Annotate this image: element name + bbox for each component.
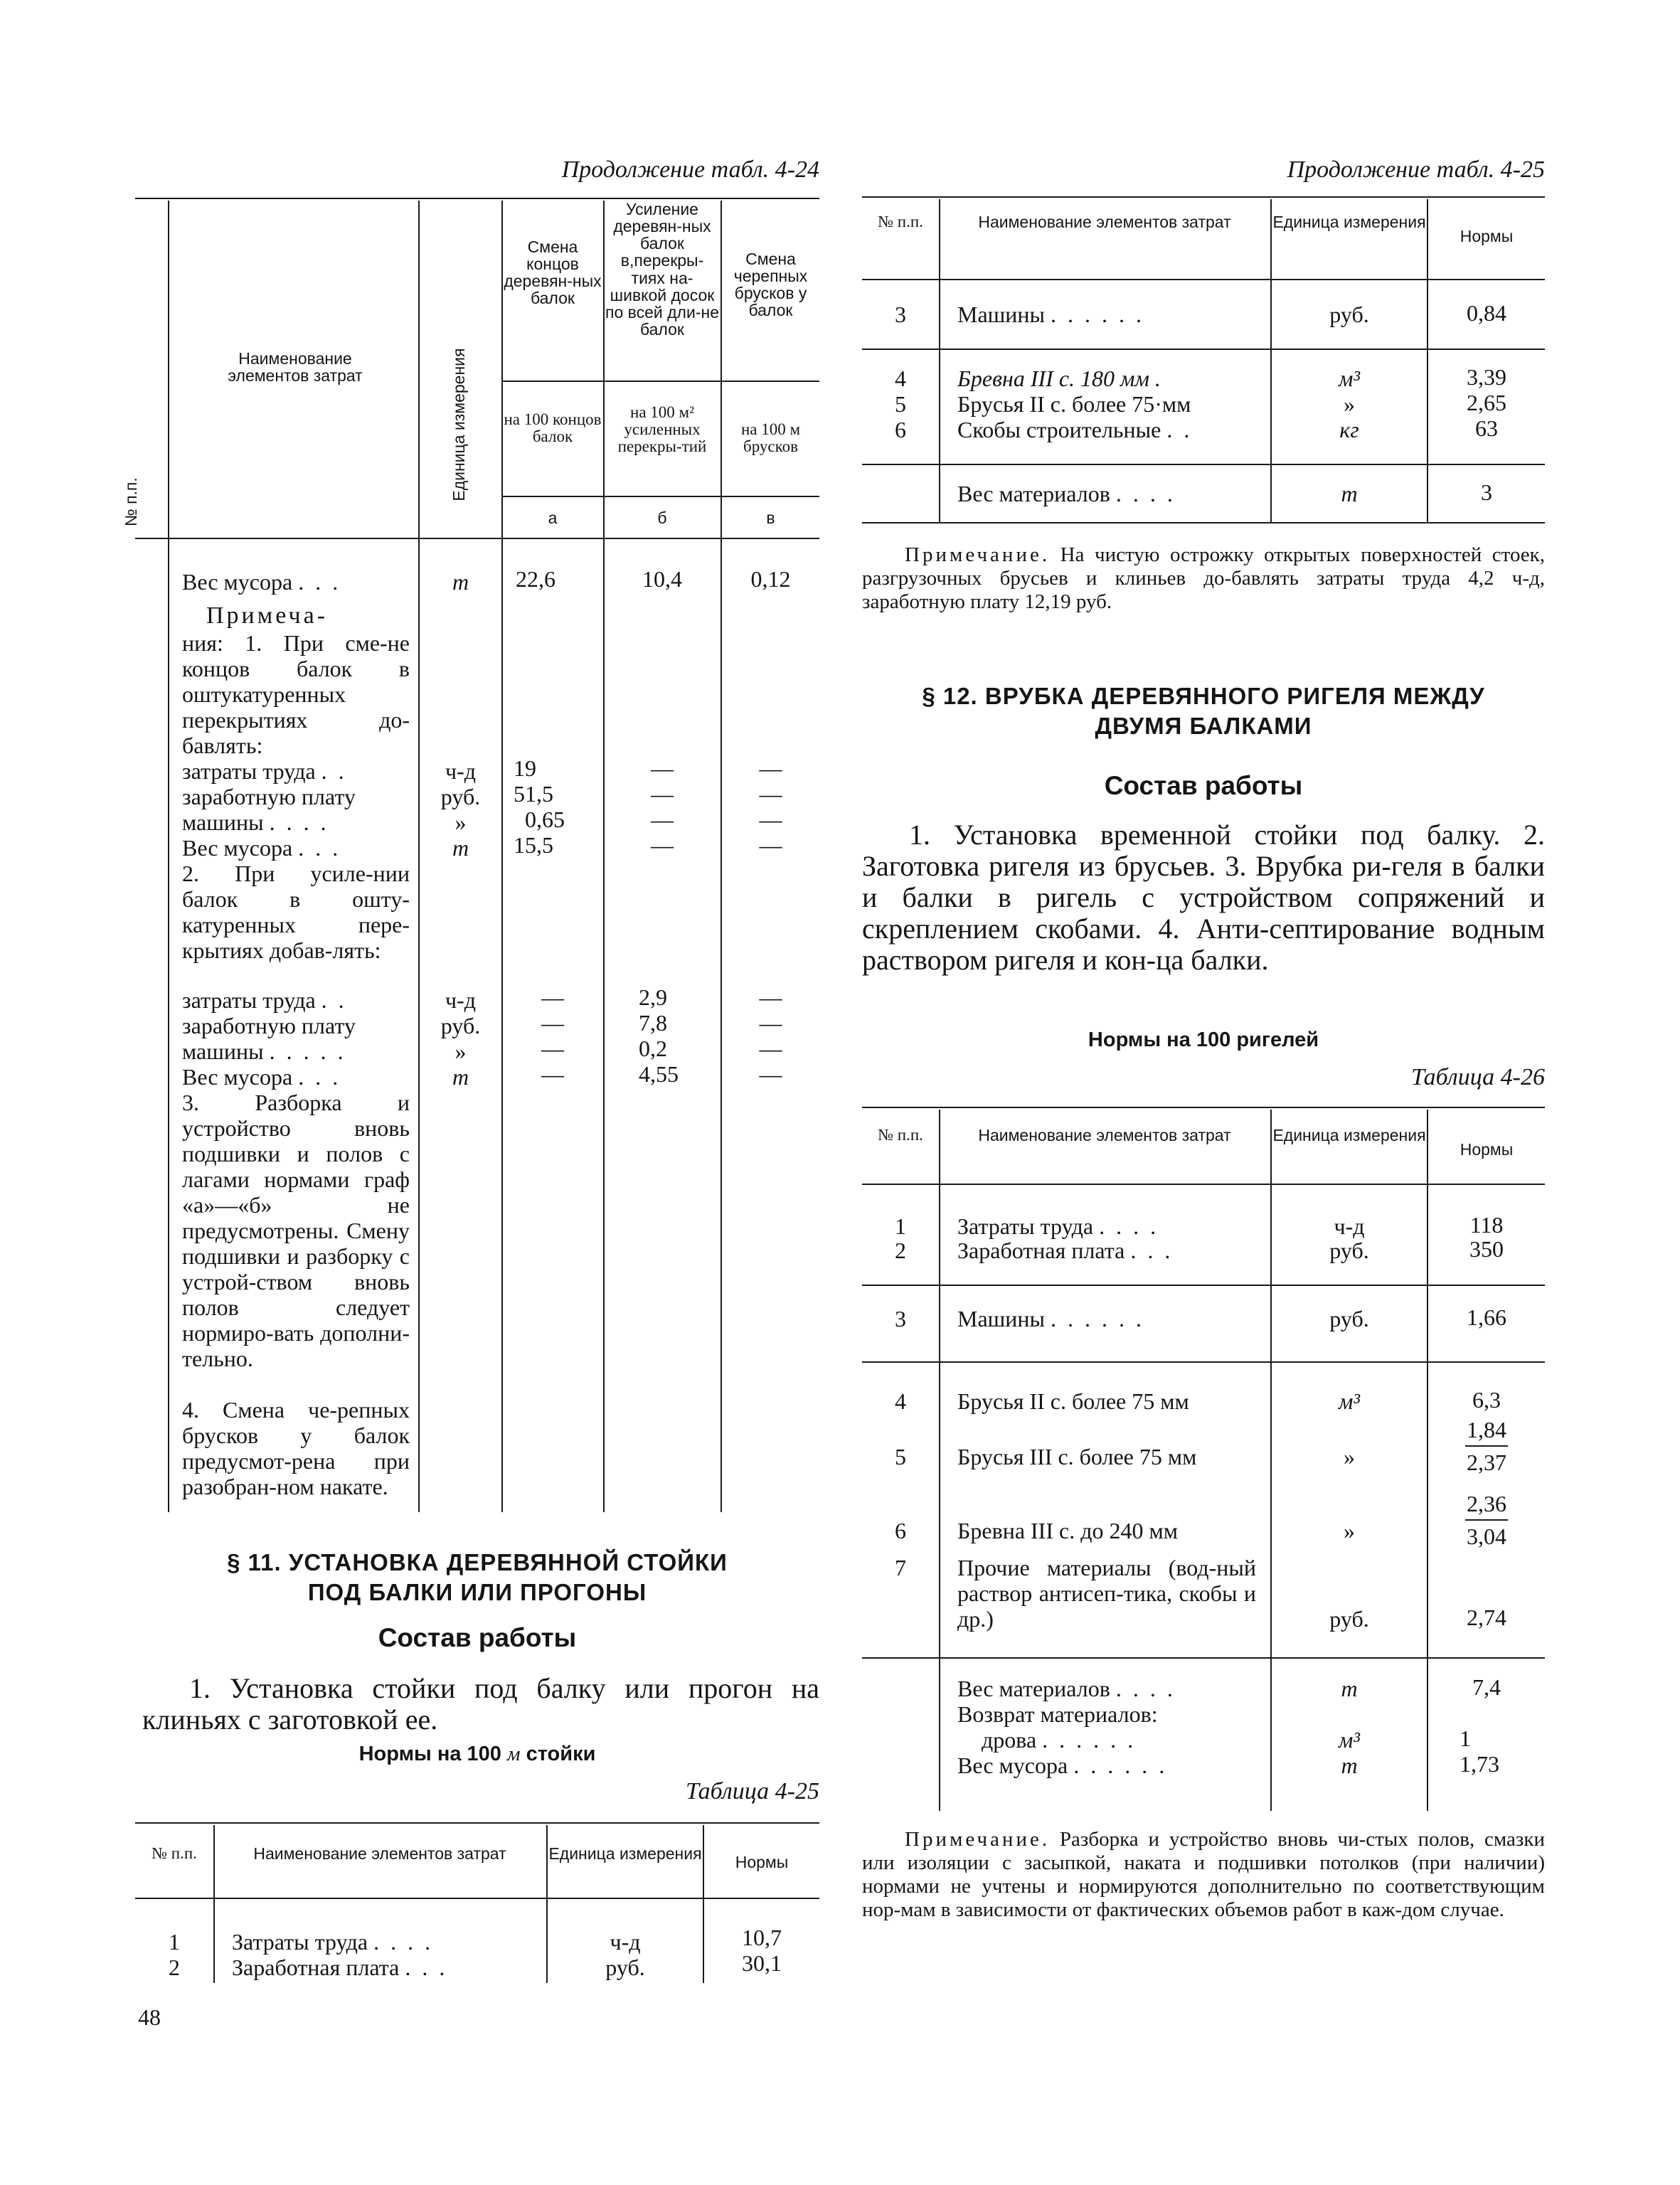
fraction: $\frac{2,36}{3,04}$ [1467,1491,1506,1549]
header-letter-c: в [766,509,775,527]
header-per-b: на 100 м² усиленных перекры-тий [617,403,707,456]
header-unit: Единица измерения [1272,213,1426,231]
note-4-25: Примечание. На чистую острожку открытых поверхностей стоек, разгрузочных брусьев и клиньев до-бавлять затраты труда 4,2 ч-д, заработную плату 12,19 руб. [862,543,1546,613]
header-name: Наименование элементов затрат [978,213,1231,231]
header-col-b: Усиление деревян-ных балок в,перекры-тиях на-шивкой досок по всей дли-не балок [605,200,719,339]
header-norm: Нормы [1460,1140,1514,1159]
header-norm: Нормы [1460,227,1514,245]
header-unit: Единица измерения [1272,1126,1426,1144]
note4: 4. Смена че-репных брусков у балок предусмот-рена при разобран-ном накате. [182,1397,410,1499]
fraction: $\frac{1,84}{2,37}$ [1467,1417,1506,1475]
header-letter-a: а [548,509,558,527]
header-name: Наименование элементов затрат [253,1844,506,1863]
section-11-norms: Нормы на 100 м стойки [358,1743,596,1765]
header-col-a: Смена концов деревян-ных балок [504,238,602,308]
header-name: Наименование элементов затрат [228,349,363,386]
note3: 3. Разборка и устройство вновь подшивки и полов с лагами нормами граф «а»—«б» не предусмотрены. Смену подшивки и разборку с устрой-ством вновь полов следует нормиро-вать дополни-тельно. [182,1090,410,1371]
left-continuation-label: Продолжение табл. 4-24 [561,156,819,183]
note2-intro: 2. При усиле-нии балок в ошту-катуренных пере-крытиях добав-лять: [182,861,410,963]
section-12-title: § 12. ВРУБКА ДЕРЕВЯННОГО РИГЕЛЯ МЕЖДУ ДВУМЯ БАЛКАМИ [922,683,1485,739]
header-num: № п.п. [151,1844,197,1862]
note-heading: Примеча- [206,602,329,629]
header-name: Наименование элементов затрат [978,1126,1231,1144]
page-number: 48 [138,2004,161,2030]
section-11-subtitle: Состав работы [378,1623,577,1652]
section-12-subtitle: Состав работы [1104,771,1303,800]
header-per-a: на 100 концов балок [504,410,602,446]
note1-intro: ния: 1. При сме-не концов балок в оштукатуренных перекрытиях до-бавлять: [182,630,410,758]
header-unit: Единица измерения [449,348,468,501]
section-12-text: 1. Установка временной стойки под балку. 2. Заготовка ригеля из брусьев. 3. Врубка ри-геля в балки и балки в ригель с устройством сопряжений и скреплением скобами. 4. Анти-септирование водным раствором ригеля и кон-ца балки. [862,819,1545,976]
note-4-26: Примечание. Разборка и устройство вновь чи-стых полов, смазки или изоляции с засыпкой, наката и подшивки потолков (при наличии) нормами не учтены и нормируются дополнительно по соответствующим нор-мам в зависимости от фактических объемов работ в каж-дом случае. [862,1828,1545,1921]
section-11-text: 1. Установка стойки под балку или прогон на клиньях с заготовкой ее. [142,1672,819,1735]
right-continuation-label: Продолжение табл. 4-25 [1287,156,1545,183]
header-num: № п.п. [878,213,923,230]
section-12-norms: Нормы на 100 ригелей [1088,1028,1319,1051]
header-col-c: Смена черепных брусков у балок [733,250,808,320]
header-letter-b: б [657,509,667,527]
header-num: № п.п. [122,477,140,526]
table-4-26-label: Таблица 4-26 [1411,1064,1545,1090]
table-4-25-label: Таблица 4-25 [686,1778,819,1804]
header-norm: Нормы [735,1853,789,1871]
header-unit: Единица измерения [548,1844,702,1863]
header-per-c: на 100 м брусков [740,420,801,456]
section-11-title: § 11. УСТАНОВКА ДЕРЕВЯННОЙ СТОЙКИ ПОД БАЛКИ ИЛИ ПРОГОНЫ [227,1549,728,1605]
header-num: № п.п. [878,1126,923,1144]
